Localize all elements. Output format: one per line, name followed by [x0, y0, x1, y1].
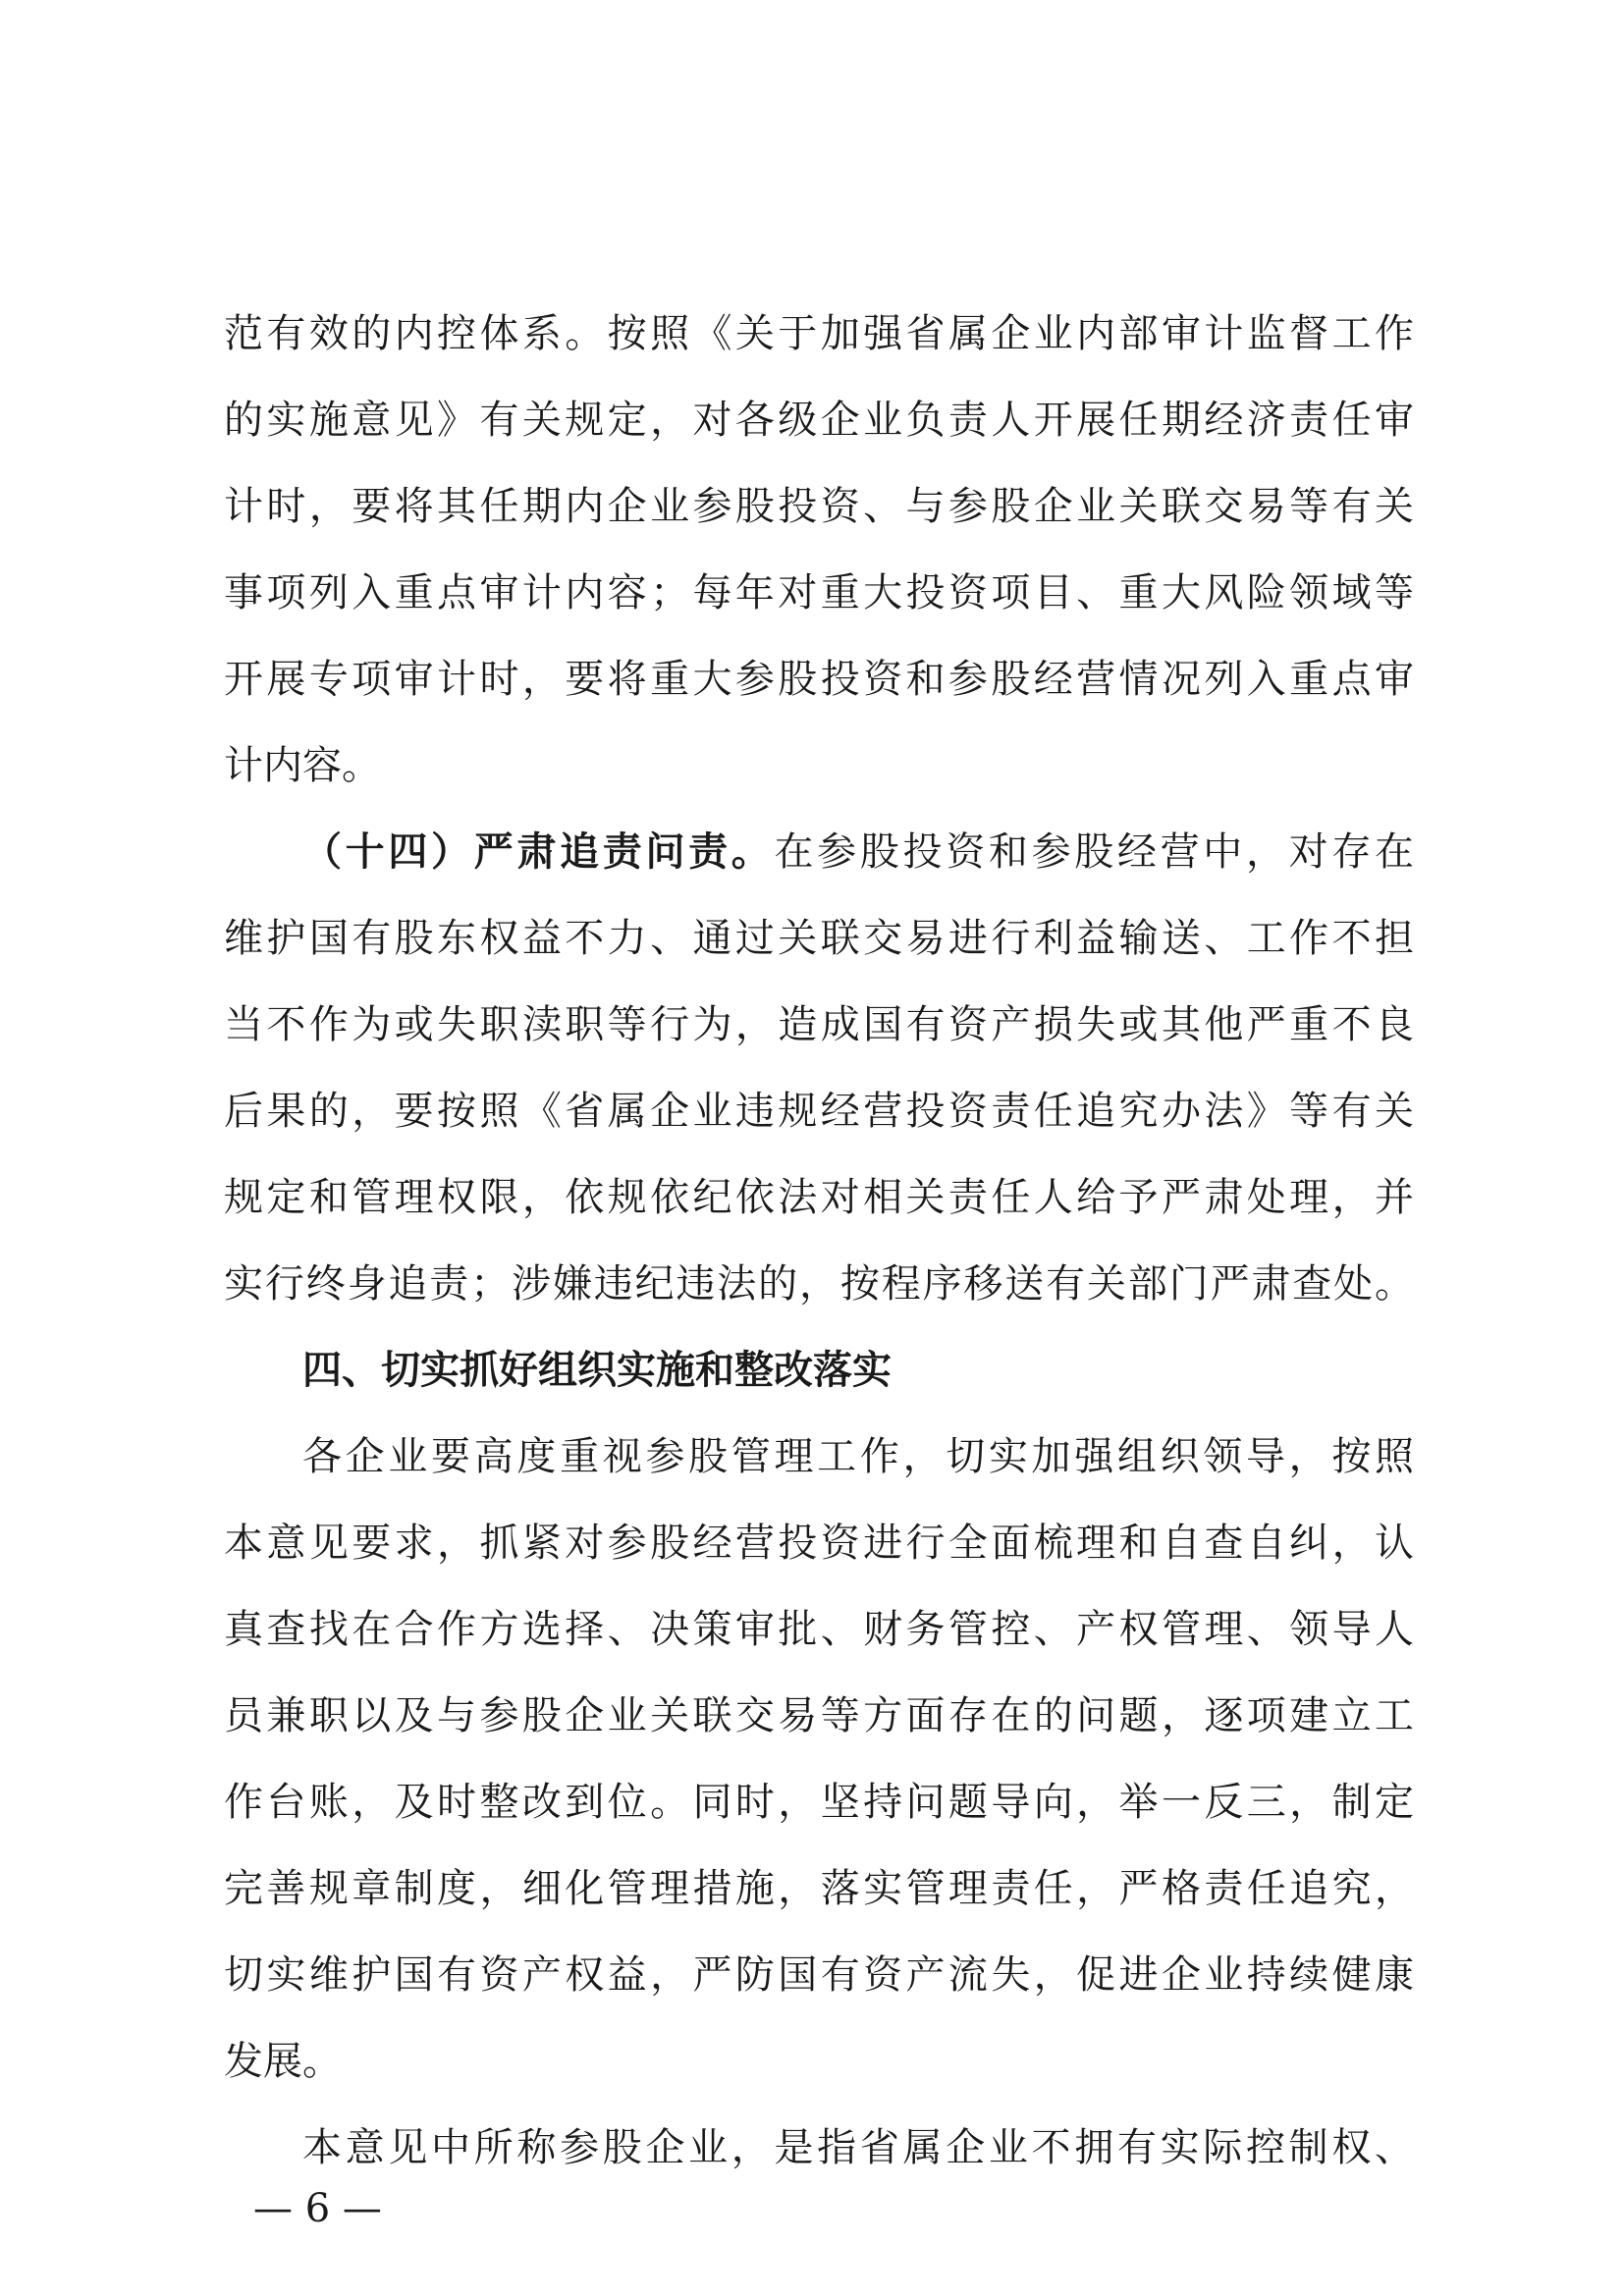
body-text-line: 计内容。	[224, 743, 381, 788]
section-14-title: （十四）严肃追责问责。	[302, 828, 775, 875]
body-text-line: 实行终身追责；涉嫌违纪违法的，按程序移送有关部门严肃查处。	[224, 1261, 1414, 1307]
body-text-line: 本意见要求，抓紧对参股经营投资进行全面梳理和自查自纠，认	[224, 1521, 1414, 1566]
section-14-first-line	[302, 808, 1414, 896]
body-text-line: 开展专项审计时，要将重大参股投资和参股经营情况列入重点审	[224, 657, 1414, 702]
body-text-line: 员兼职以及与参股企业关联交易等方面存在的问题，逐项建立工	[224, 1693, 1414, 1738]
section-14-text: 在参股投资和参股经营中，对存在	[774, 829, 1415, 875]
body-text-line: 维护国有股东权益不力、通过关联交易进行利益输送、工作不担	[224, 916, 1414, 961]
body-text-line: 计时，要将其任期内企业参股投资、与参股企业关联交易等有关	[224, 484, 1414, 529]
body-text-line: 作台账，及时整改到位。同时，坚持问题导向，举一反三，制定	[224, 1780, 1414, 1825]
body-text-line: 当不作为或失职渎职等行为，造成国有资产损失或其他严重不良	[224, 1002, 1414, 1047]
body-text-line: 各企业要高度重视参股管理工作，切实加强组织领导，按照	[302, 1434, 1414, 1479]
body-text-line: 完善规章制度，细化管理措施，落实管理责任，严格责任追究，	[224, 1866, 1414, 1911]
body-text-line: 的实施意见》有关规定，对各级企业负责人开展任期经济责任审	[224, 398, 1414, 443]
body-text-line: 事项列入重点审计内容；每年对重大投资项目、重大风险领域等	[224, 570, 1414, 615]
body-text-line: 后果的，要按照《省属企业违规经营投资责任追究办法》等有关	[224, 1089, 1414, 1134]
page-number: — 6 —	[253, 2186, 382, 2231]
body-text-line: 切实维护国有资产权益，严防国有资产流失，促进企业持续健康	[224, 1952, 1414, 1998]
section-4-heading: 四、切实抓好组织实施和整改落实	[302, 1348, 892, 1393]
body-text-line: 规定和管理权限，依规依纪依法对相关责任人给予严肃处理，并	[224, 1175, 1414, 1220]
body-text-line: 发展。	[224, 2039, 342, 2084]
body-text-line: 本意见中所称参股企业，是指省属企业不拥有实际控制权、	[302, 2125, 1414, 2170]
body-text-line: 范有效的内控体系。按照《关于加强省属企业内部审计监督工作	[224, 311, 1414, 356]
body-text-line: 真查找在合作方选择、决策审批、财务管控、产权管理、领导人	[224, 1607, 1414, 1652]
